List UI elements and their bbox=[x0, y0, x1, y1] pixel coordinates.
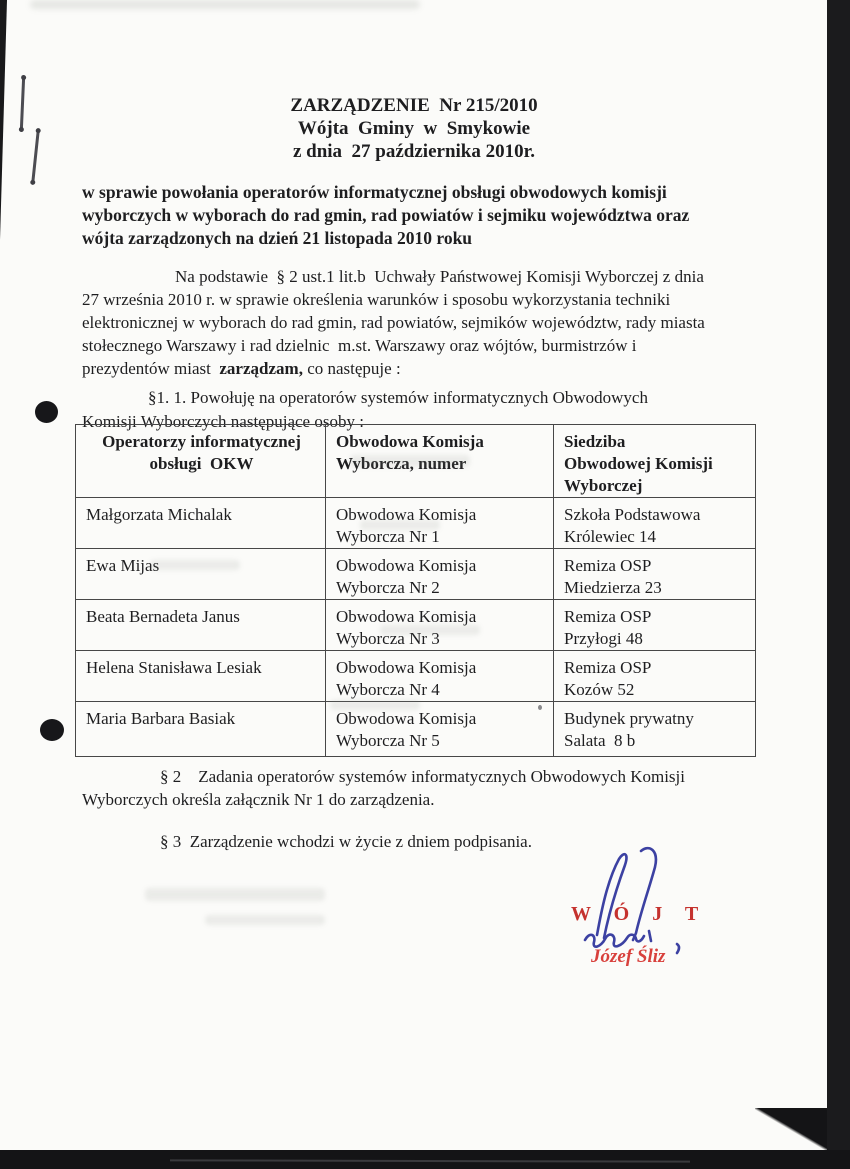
bleedthrough-mark bbox=[350, 455, 470, 467]
seat-cell bbox=[554, 498, 756, 549]
operator-name-cell: Helena Stanisława Lesiak bbox=[76, 651, 326, 702]
operator-name-cell: Beata Bernadeta Janus bbox=[76, 600, 326, 651]
header-cell-operators bbox=[76, 425, 326, 498]
subject-line: wyborczych w wyborach do rad gmin, rad powiatów i sejmiku województwa oraz bbox=[82, 205, 690, 225]
cell-line: Remiza OSP bbox=[564, 658, 652, 677]
bleedthrough-mark bbox=[360, 520, 440, 530]
bleedthrough-mark bbox=[380, 625, 480, 635]
cell-line: Obwodowa Komisja bbox=[336, 607, 477, 626]
table-row bbox=[76, 549, 756, 600]
seat-cell bbox=[554, 600, 756, 651]
operator-name-cell: Ewa Mijas bbox=[76, 549, 326, 600]
bleedthrough-mark bbox=[145, 888, 325, 901]
section-1-line: Komisji Wyborczych następujące osoby : bbox=[82, 411, 364, 431]
cell-line: Obwodowa Komisja bbox=[336, 556, 477, 575]
cell-line: Budynek prywatny bbox=[564, 709, 694, 728]
section-3-paragraph bbox=[82, 830, 532, 853]
header-line: Wyborczej bbox=[564, 476, 643, 495]
cell-line: Wyborcza Nr 5 bbox=[336, 731, 440, 750]
cell-line: Królewiec 14 bbox=[564, 527, 657, 546]
seat-cell bbox=[554, 549, 756, 600]
scan-edge-right bbox=[827, 0, 850, 1169]
cell-line: Obwodowa Komisja bbox=[336, 505, 477, 524]
operator-name-cell: Małgorzata Michalak bbox=[76, 498, 326, 549]
preamble-line: elektronicznej w wyborach do rad gmin, rad powiatów, sejmików województw, rady miasta bbox=[82, 313, 705, 332]
header-line: Obwodowej Komisji bbox=[564, 454, 713, 473]
commission-cell bbox=[326, 549, 554, 600]
preamble-line: Na podstawie § 2 ust.1 lit.b Uchwały Państwowej Komisji Wyborczej z dnia bbox=[175, 267, 704, 286]
section-2-line: Wyborczych określa załącznik Nr 1 do zarządzenia. bbox=[82, 790, 435, 809]
title-line-1: ZARZĄDZENIE Nr 215/2010 bbox=[290, 95, 538, 116]
commission-cell bbox=[326, 651, 554, 702]
seat-cell bbox=[554, 651, 756, 702]
header-line: Wyborcza, numer bbox=[336, 454, 467, 473]
cell-line: Wyborcza Nr 4 bbox=[336, 680, 440, 699]
subject-line: wójta zarządzonych na dzień 21 listopada 2010 roku bbox=[82, 228, 473, 248]
seat-cell bbox=[554, 702, 756, 757]
title-block bbox=[0, 94, 828, 163]
cell-line: Salata 8 b bbox=[564, 731, 636, 750]
header-line: Operatorzy informatycznej bbox=[102, 432, 301, 451]
punch-hole-bottom bbox=[40, 719, 64, 741]
zarzadzam-bold: zarządzam, bbox=[219, 359, 303, 378]
preamble-line-last bbox=[82, 357, 705, 380]
cell-line: Remiza OSP bbox=[564, 556, 652, 575]
cell-line: Szkoła Podstawowa bbox=[564, 505, 701, 524]
scanner-smudge bbox=[30, 0, 420, 9]
preamble-line: 27 września 2010 r. w sprawie określenia warunków i sposobu wykorzystania techniki bbox=[82, 290, 671, 309]
cell-line: Wyborcza Nr 2 bbox=[336, 578, 440, 597]
section-2-paragraph bbox=[82, 765, 685, 811]
cell-line: Przyłogi 48 bbox=[564, 629, 643, 648]
bleedthrough-mark bbox=[150, 560, 240, 570]
table-row bbox=[76, 651, 756, 702]
section-3-line: § 3 Zarządzenie wchodzi w życie z dniem podpisania. bbox=[160, 832, 532, 851]
header-line: Obwodowa Komisja bbox=[336, 432, 484, 451]
signatory-name: Józef Śliz bbox=[591, 946, 666, 967]
wojt-stamp: W Ó J T bbox=[571, 903, 708, 925]
bleedthrough-mark bbox=[205, 915, 325, 925]
preamble-paragraph bbox=[82, 265, 705, 380]
section-2-line: § 2 Zadania operatorów systemów informatycznych Obwodowych Komisji bbox=[160, 767, 685, 786]
header-line: obsługi OKW bbox=[149, 454, 254, 473]
cell-line: Wyborcza Nr 3 bbox=[336, 629, 440, 648]
preamble-line: stołecznego Warszawy i rad dzielnic m.st. Warszawy oraz wójtów, burmistrzów i bbox=[82, 336, 637, 355]
cell-line: Wyborcza Nr 1 bbox=[336, 527, 440, 546]
operator-name-cell: Maria Barbara Basiak bbox=[76, 702, 326, 757]
title-line-3: z dnia 27 października 2010r. bbox=[292, 141, 536, 162]
title-line-2: Wójta Gminy w Smykowie bbox=[297, 118, 531, 139]
header-line: Siedziba bbox=[564, 432, 626, 451]
scan-edge-bottom bbox=[0, 1150, 850, 1169]
preamble-last-after: co następuje : bbox=[302, 359, 401, 378]
subject-line: w sprawie powołania operatorów informatycznej obsługi obwodowych komisji bbox=[82, 182, 667, 202]
subject-paragraph bbox=[82, 181, 689, 250]
page-corner-shadow bbox=[755, 1108, 827, 1150]
preamble-last-before: prezydentów miast bbox=[82, 359, 220, 378]
scanner-streak bbox=[170, 1159, 690, 1162]
cell-line: Obwodowa Komisja bbox=[336, 709, 477, 728]
cell-line: Obwodowa Komisja bbox=[336, 658, 477, 677]
cell-line: Remiza OSP bbox=[564, 607, 652, 626]
signature-ink bbox=[545, 843, 715, 955]
cell-line: Miedzierza 23 bbox=[564, 578, 662, 597]
punch-hole-top bbox=[35, 401, 58, 423]
cell-line: Kozów 52 bbox=[564, 680, 635, 699]
section-1-line: §1. 1. Powołuję na operatorów systemów informatycznych Obwodowych bbox=[148, 388, 648, 407]
bleedthrough-mark bbox=[330, 700, 420, 710]
header-cell-seat bbox=[554, 425, 756, 498]
ink-dot-artifact bbox=[538, 705, 542, 710]
